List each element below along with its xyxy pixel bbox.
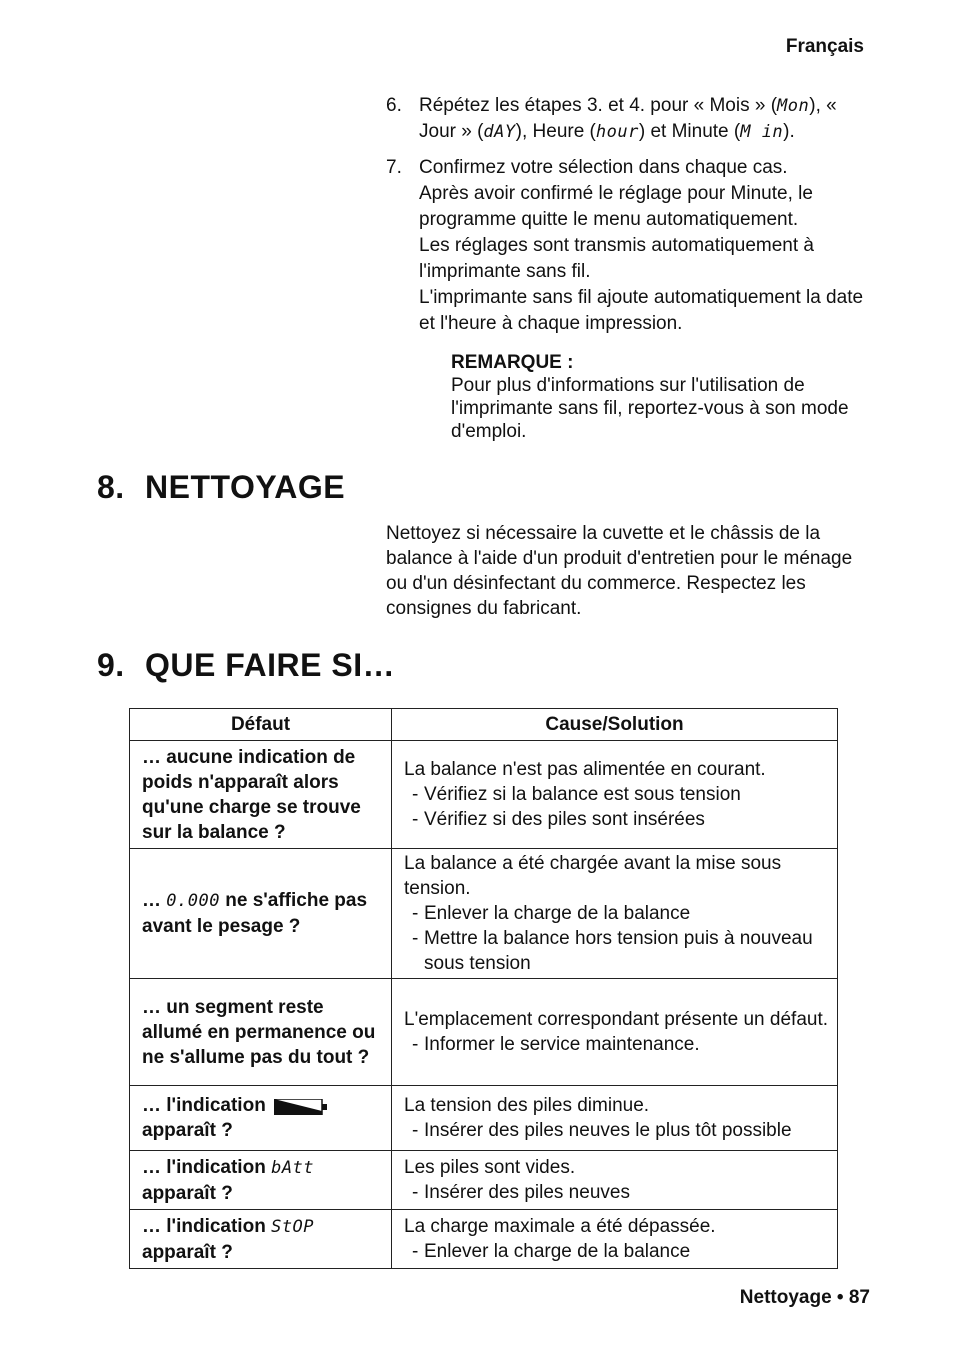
text-run: … l'indication <box>142 1215 272 1237</box>
section-number: 9. <box>97 647 125 683</box>
text-run: … l'indication <box>142 1156 272 1178</box>
text-run: apparaît ? <box>142 1241 233 1263</box>
action-item: - Vérifiez si la balance est sous tension <box>404 782 833 807</box>
lcd-day: dAY <box>483 122 516 142</box>
text-run: … <box>142 890 167 911</box>
lcd-hour: hour <box>595 122 639 142</box>
action-item: - Informer le service maintenance. <box>404 1032 833 1057</box>
table-row <box>130 1210 838 1269</box>
text-run: ), Heure ( <box>515 121 596 142</box>
table-row <box>130 741 838 849</box>
section-9-heading <box>97 647 395 684</box>
cause-cell <box>392 741 838 849</box>
text-run: ne s'affiche pas avant le pesage ? <box>142 890 368 937</box>
action-item: - Enlever la charge de la balance <box>404 901 833 926</box>
note-box <box>451 351 881 443</box>
table-header-row <box>130 709 838 741</box>
note-text: Pour plus d'informations sur l'utilisation de l'imprimante sans fil, reportez-vous à son mode d'emploi. <box>451 375 849 442</box>
table-row <box>130 979 838 1086</box>
battery-low-icon <box>274 1099 326 1113</box>
cause-text: La balance n'est pas alimentée en courant. <box>404 759 766 780</box>
table-row <box>130 1086 838 1151</box>
troubleshooting-table <box>129 708 838 1269</box>
cause-text: La charge maximale a été dépassée. <box>404 1216 716 1237</box>
action-item: - Insérer des piles neuves <box>404 1180 833 1205</box>
cause-cell <box>392 1210 838 1269</box>
defaut-cell <box>130 1210 392 1269</box>
section-title: NETTOYAGE <box>145 469 346 505</box>
action-item: - Insérer des piles neuves le plus tôt possible <box>404 1118 833 1143</box>
table-row <box>130 849 838 979</box>
text-run: Répétez les étapes 3. et 4. pour « Mois » ( <box>419 95 778 116</box>
step-line: Les réglages sont transmis automatiquement à l'imprimante sans fil. <box>419 235 814 282</box>
defaut-cell <box>130 1086 392 1151</box>
text-run: … l'indication <box>142 1095 266 1116</box>
step-text <box>419 93 869 145</box>
step-number: 7. <box>386 157 402 178</box>
cause-text: Les piles sont vides. <box>404 1157 576 1178</box>
cause-cell <box>392 979 838 1086</box>
cause-text: La balance a été chargée avant la mise sous tension. <box>404 853 782 899</box>
section-8-text: Nettoyez si nécessaire la cuvette et le châssis de la balance à l'aide d'un produit d'entretien pour le ménage ou d'un désinfectant du commerce. Respectez les consignes du fabricant. <box>386 523 853 619</box>
footer-page: Nettoyage • 87 <box>739 1287 870 1308</box>
action-item: - Vérifiez si des piles sont insérées <box>404 807 833 832</box>
cause-cell <box>392 849 838 979</box>
action-item: - Enlever la charge de la balance <box>404 1239 833 1264</box>
lcd-mon: Mon <box>777 96 810 116</box>
defaut-cell: … aucune indication de poids n'apparaît alors qu'une charge se trouve sur la balance ? <box>130 741 392 849</box>
step-line: L'imprimante sans fil ajoute automatiquement la date et l'heure à chaque impression. <box>419 287 864 334</box>
header-cause: Cause/Solution <box>392 709 838 741</box>
text-run: ) et Minute ( <box>638 121 741 142</box>
header-language: Français <box>785 36 864 57</box>
lcd-min: M in <box>740 122 784 142</box>
text-run: ), « Jour » ( <box>419 95 837 142</box>
step-line: Confirmez votre sélection dans chaque cas. <box>419 157 788 178</box>
lcd-zero: 0.000 <box>166 891 220 911</box>
cause-text: L'emplacement correspondant présente un défaut. <box>404 1009 829 1030</box>
step-text <box>419 155 869 337</box>
defaut-cell <box>130 849 392 979</box>
step-number: 6. <box>386 95 402 116</box>
text-run: ). <box>783 121 795 142</box>
cause-cell <box>392 1151 838 1210</box>
text-run: apparaît ? <box>142 1182 233 1204</box>
cause-cell <box>392 1086 838 1151</box>
defaut-cell <box>130 1151 392 1210</box>
note-title: REMARQUE : <box>451 352 574 373</box>
defaut-cell: … un segment reste allumé en permanence ou ne s'allume pas du tout ? <box>130 979 392 1086</box>
table-row <box>130 1151 838 1210</box>
lcd-batt: bAtt <box>271 1157 315 1178</box>
section-title: QUE FAIRE SI… <box>145 647 396 683</box>
lcd-stop: StOP <box>271 1216 315 1237</box>
action-item: - Mettre la balance hors tension puis à nouveau sous tension <box>404 926 833 976</box>
text-run: apparaît ? <box>142 1120 233 1141</box>
section-number: 8. <box>97 469 125 505</box>
header-defaut: Défaut <box>130 709 392 741</box>
cause-text: La tension des piles diminue. <box>404 1095 650 1116</box>
section-8-heading <box>97 469 345 506</box>
step-line: Après avoir confirmé le réglage pour Minute, le programme quitte le menu automatiquement. <box>419 183 813 230</box>
